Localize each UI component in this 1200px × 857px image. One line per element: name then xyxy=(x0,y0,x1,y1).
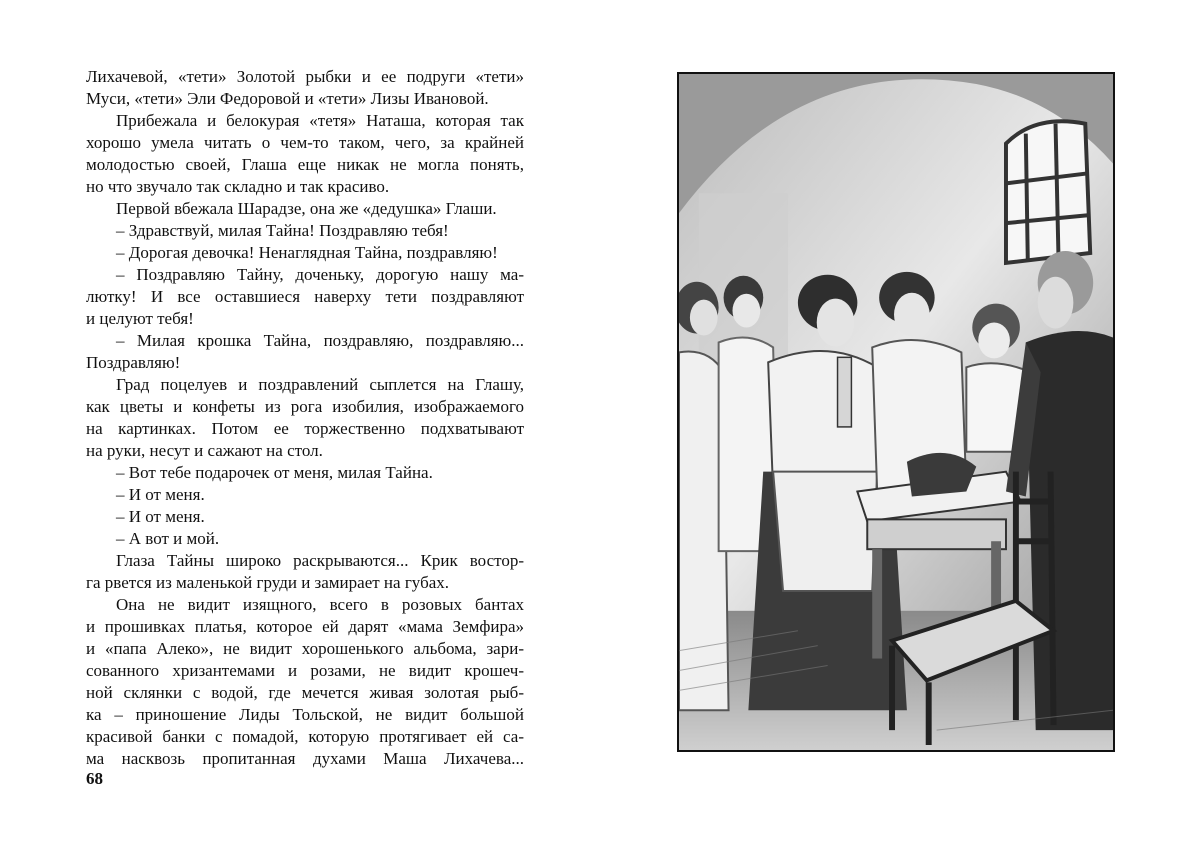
text-line: – Дорогая девочка! Ненаглядная Тайна, поздравляю! xyxy=(116,243,498,262)
text-line: Прибежала и белокурая «тетя» Наташа, которая так xyxy=(116,111,524,130)
text-line: – Милая крошка Тайна, поздравляю, поздравляю... xyxy=(116,331,524,350)
text-line: хорошо умела читать о чем-то таком, чего, за крайней xyxy=(86,133,524,152)
page-number: 68 xyxy=(86,769,103,788)
text-line: Град поцелуев и поздравлений сыплется на Глашу, xyxy=(116,375,524,394)
illustration-drawing xyxy=(679,74,1113,750)
text-line: и прошивках платья, которое ей дарят «мама Земфира» xyxy=(86,617,524,636)
text-line: – И от меня. xyxy=(116,485,205,504)
text-line: на руки, несут и сажают на стол. xyxy=(86,441,323,460)
text-line: на картинках. Потом ее торжественно подхватывают xyxy=(86,419,524,438)
text-line: Поздравляю! xyxy=(86,353,181,372)
text-line: молодостью своей, Глаша еще никак не могла понять, xyxy=(86,155,524,174)
text-line: Первой вбежала Шарадзе, она же «дедушка» Глаши. xyxy=(116,199,497,218)
text-line: Муси, «тети» Эли Федоровой и «тети» Лизы Ивановой. xyxy=(86,89,489,108)
text-line: лютку! И все оставшиеся наверху тети поздравляют xyxy=(86,287,524,306)
text-line: ной склянки с водой, где мечется живая золотая рыб- xyxy=(86,683,524,702)
window xyxy=(1006,121,1090,263)
text-line: Лихачевой, «тети» Золотой рыбки и ее подруги «тети» xyxy=(86,67,524,86)
text-line: Она не видит изящного, всего в розовых бантах xyxy=(116,595,524,614)
text-line: – Поздравляю Тайну, доченьку, дорогую нашу ма- xyxy=(116,265,524,284)
text-line: Глаза Тайны широко раскрываются... Крик востор- xyxy=(116,551,524,570)
text-line: га рвется из маленькой груди и замирает на губах. xyxy=(86,573,450,592)
text-line: и «папа Алеко», не видит хорошенького альбома, зари- xyxy=(86,639,524,658)
text-line: но что звучало так складно и так красиво. xyxy=(86,177,390,196)
page-text xyxy=(86,66,524,770)
text-line: – И от меня. xyxy=(116,507,205,526)
text-line: – Вот тебе подарочек от меня, милая Тайна. xyxy=(116,463,433,482)
text-line: как цветы и конфеты из рога изобилия, изображаемого xyxy=(86,397,524,416)
text-line: красивой банки с помадой, которую протягивает ей са- xyxy=(86,727,524,746)
text-line: сованного хризантемами и розами, не видит крошеч- xyxy=(86,661,524,680)
illustration xyxy=(677,72,1115,752)
text-line: – А вот и мой. xyxy=(116,529,220,548)
text-line: ма насквозь пропитанная духами Маша Лихачева... xyxy=(86,749,524,768)
text-line: и целуют тебя! xyxy=(86,309,194,328)
text-line: – Здравствуй, милая Тайна! Поздравляю тебя! xyxy=(116,221,449,240)
text-line: ка – приношение Лиды Тольской, не видит большой xyxy=(86,705,524,724)
